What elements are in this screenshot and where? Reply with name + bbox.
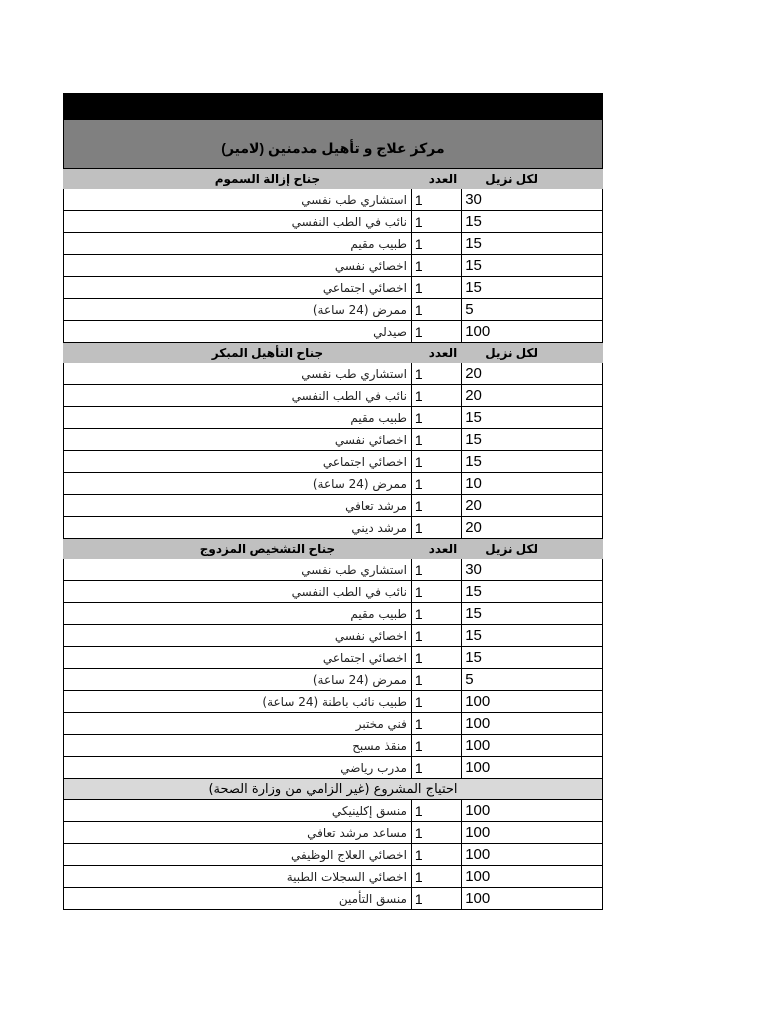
table-row (64, 321, 603, 343)
count-cell: 1 (411, 735, 461, 757)
table-row (64, 189, 603, 211)
count-cell: 1 (411, 495, 461, 517)
role-cell (64, 451, 412, 473)
staffing-table (63, 93, 603, 910)
role-cell (64, 363, 412, 385)
table-row (64, 233, 603, 255)
role-cell (64, 299, 412, 321)
table-row (64, 625, 603, 647)
table-row (64, 559, 603, 581)
role-cell (64, 321, 412, 343)
ratio-cell: 15 (462, 255, 603, 277)
table-row (64, 451, 603, 473)
ratio-cell: 5 (462, 669, 603, 691)
count-cell: 1 (411, 647, 461, 669)
role-cell (64, 822, 412, 844)
table-row (64, 407, 603, 429)
role-label: اخصائي اجتماعي (322, 280, 407, 295)
ratio-cell: 100 (462, 844, 603, 866)
role-cell (64, 713, 412, 735)
count-column-header: العدد (411, 169, 461, 189)
header-bar-row (64, 94, 603, 120)
role-label: اخصائي نفسي (334, 432, 407, 447)
table-row (64, 844, 603, 866)
role-label: استشاري طب نفسي (301, 192, 407, 207)
table-row (64, 385, 603, 407)
role-label: نائب في الطب النفسي (291, 214, 407, 229)
ratio-cell: 100 (462, 866, 603, 888)
role-cell (64, 735, 412, 757)
ratio-cell: 15 (462, 581, 603, 603)
table-row (64, 735, 603, 757)
table-row (64, 691, 603, 713)
ratio-cell: 20 (462, 363, 603, 385)
role-label: ممرض (24 ساعة) (312, 302, 407, 317)
role-label: اخصائي نفسي (334, 258, 407, 273)
ratio-cell: 30 (462, 559, 603, 581)
role-cell (64, 888, 412, 910)
table-row (64, 581, 603, 603)
count-cell: 1 (411, 888, 461, 910)
section-header-row (64, 539, 603, 559)
role-cell (64, 757, 412, 779)
count-cell: 1 (411, 255, 461, 277)
project-note: احتياج المشروع (غير الزامي من وزارة الصحة) (64, 779, 603, 800)
role-label: مساعد مرشد تعافي (307, 825, 407, 840)
ratio-cell: 100 (462, 757, 603, 779)
count-cell: 1 (411, 517, 461, 539)
header-bar-cell (411, 94, 461, 120)
role-label: نائب في الطب النفسي (291, 388, 407, 403)
role-cell (64, 495, 412, 517)
ratio-cell: 100 (462, 800, 603, 822)
ratio-cell: 100 (462, 713, 603, 735)
ratio-cell: 15 (462, 211, 603, 233)
role-label: منسق التأمين (338, 891, 407, 906)
ratio-cell: 15 (462, 451, 603, 473)
ratio-column-header: لكل نزيل (462, 539, 603, 559)
table-row (64, 669, 603, 691)
section-title: جناح التشخيص المزدوج (64, 539, 412, 559)
section-title: جناح التأهيل المبكر (64, 343, 412, 363)
ratio-cell: 20 (462, 385, 603, 407)
table-row (64, 473, 603, 495)
count-cell: 1 (411, 844, 461, 866)
count-column-header: العدد (411, 539, 461, 559)
role-label: اخصائي اجتماعي (322, 454, 407, 469)
role-cell (64, 385, 412, 407)
table-row (64, 363, 603, 385)
count-cell: 1 (411, 625, 461, 647)
role-cell (64, 189, 412, 211)
table-row (64, 713, 603, 735)
count-cell: 1 (411, 581, 461, 603)
role-cell (64, 233, 412, 255)
role-cell (64, 517, 412, 539)
role-label: طبيب مقيم (350, 236, 407, 251)
table-row (64, 299, 603, 321)
table-row (64, 211, 603, 233)
role-cell (64, 581, 412, 603)
role-label: فني مختبر (355, 716, 407, 731)
table-row (64, 647, 603, 669)
ratio-cell: 20 (462, 517, 603, 539)
role-cell (64, 691, 412, 713)
role-cell (64, 429, 412, 451)
count-cell: 1 (411, 757, 461, 779)
count-cell: 1 (411, 363, 461, 385)
role-cell (64, 559, 412, 581)
title-row (64, 120, 603, 169)
count-cell: 1 (411, 385, 461, 407)
role-label: اخصائي العلاج الوظيفي (291, 847, 407, 862)
role-label: صيدلي (373, 324, 407, 339)
role-cell (64, 800, 412, 822)
role-label: منقذ مسبح (352, 738, 407, 753)
role-label: اخصائي السجلات الطبية (286, 869, 407, 884)
role-label: اخصائي نفسي (334, 628, 407, 643)
role-label: ممرض (24 ساعة) (312, 476, 407, 491)
ratio-cell: 100 (462, 321, 603, 343)
count-cell: 1 (411, 451, 461, 473)
table-row (64, 757, 603, 779)
ratio-cell: 100 (462, 735, 603, 757)
ratio-column-header: لكل نزيل (462, 169, 603, 189)
count-cell: 1 (411, 321, 461, 343)
role-cell (64, 603, 412, 625)
role-label: نائب في الطب النفسي (291, 584, 407, 599)
ratio-cell: 15 (462, 277, 603, 299)
count-cell: 1 (411, 277, 461, 299)
ratio-cell: 15 (462, 407, 603, 429)
header-bar-cell (462, 94, 603, 120)
role-label: مدرب رياضي (340, 760, 407, 775)
role-label: طبيب مقيم (350, 410, 407, 425)
role-cell (64, 277, 412, 299)
count-cell: 1 (411, 669, 461, 691)
project-note-row (64, 779, 603, 800)
role-label: مرشد ديني (351, 520, 407, 535)
table-row (64, 603, 603, 625)
table-row (64, 866, 603, 888)
ratio-column-header: لكل نزيل (462, 343, 603, 363)
role-label: استشاري طب نفسي (301, 366, 407, 381)
role-cell (64, 407, 412, 429)
count-cell: 1 (411, 299, 461, 321)
center-title: مركز علاج و تأهيل مدمنين (لامير) (221, 139, 445, 156)
role-label: طبيب نائب باطنة (24 ساعة) (262, 694, 407, 709)
ratio-cell: 10 (462, 473, 603, 495)
count-cell: 1 (411, 800, 461, 822)
table-row (64, 800, 603, 822)
role-cell (64, 647, 412, 669)
table-row (64, 255, 603, 277)
count-cell: 1 (411, 713, 461, 735)
table-row (64, 429, 603, 451)
role-cell (64, 625, 412, 647)
role-cell (64, 255, 412, 277)
ratio-cell: 100 (462, 888, 603, 910)
count-cell: 1 (411, 603, 461, 625)
section-header-row (64, 343, 603, 363)
role-label: استشاري طب نفسي (301, 562, 407, 577)
role-label: منسق إكلينيكي (331, 803, 407, 818)
section-title: جناح إزالة السموم (64, 169, 412, 189)
count-cell: 1 (411, 407, 461, 429)
ratio-cell: 20 (462, 495, 603, 517)
title-cell (64, 120, 603, 169)
count-cell: 1 (411, 429, 461, 451)
count-cell: 1 (411, 691, 461, 713)
ratio-cell: 100 (462, 822, 603, 844)
ratio-cell: 30 (462, 189, 603, 211)
role-label: مرشد تعافي (345, 498, 407, 513)
ratio-cell: 15 (462, 429, 603, 451)
ratio-cell: 15 (462, 233, 603, 255)
role-cell (64, 473, 412, 495)
role-label: طبيب مقيم (350, 606, 407, 621)
staffing-table-body (64, 94, 603, 910)
role-label: اخصائي اجتماعي (322, 650, 407, 665)
role-cell (64, 866, 412, 888)
table-row (64, 517, 603, 539)
header-bar-cell (64, 94, 412, 120)
role-cell (64, 844, 412, 866)
table-row (64, 277, 603, 299)
ratio-cell: 15 (462, 625, 603, 647)
ratio-cell: 5 (462, 299, 603, 321)
ratio-cell: 15 (462, 603, 603, 625)
count-cell: 1 (411, 822, 461, 844)
ratio-cell: 100 (462, 691, 603, 713)
count-cell: 1 (411, 233, 461, 255)
count-cell: 1 (411, 189, 461, 211)
ratio-cell: 15 (462, 647, 603, 669)
table-row (64, 495, 603, 517)
count-cell: 1 (411, 866, 461, 888)
role-label: ممرض (24 ساعة) (312, 672, 407, 687)
count-cell: 1 (411, 211, 461, 233)
role-cell (64, 211, 412, 233)
count-column-header: العدد (411, 343, 461, 363)
table-row (64, 822, 603, 844)
section-header-row (64, 169, 603, 189)
count-cell: 1 (411, 559, 461, 581)
count-cell: 1 (411, 473, 461, 495)
role-cell (64, 669, 412, 691)
table-row (64, 888, 603, 910)
